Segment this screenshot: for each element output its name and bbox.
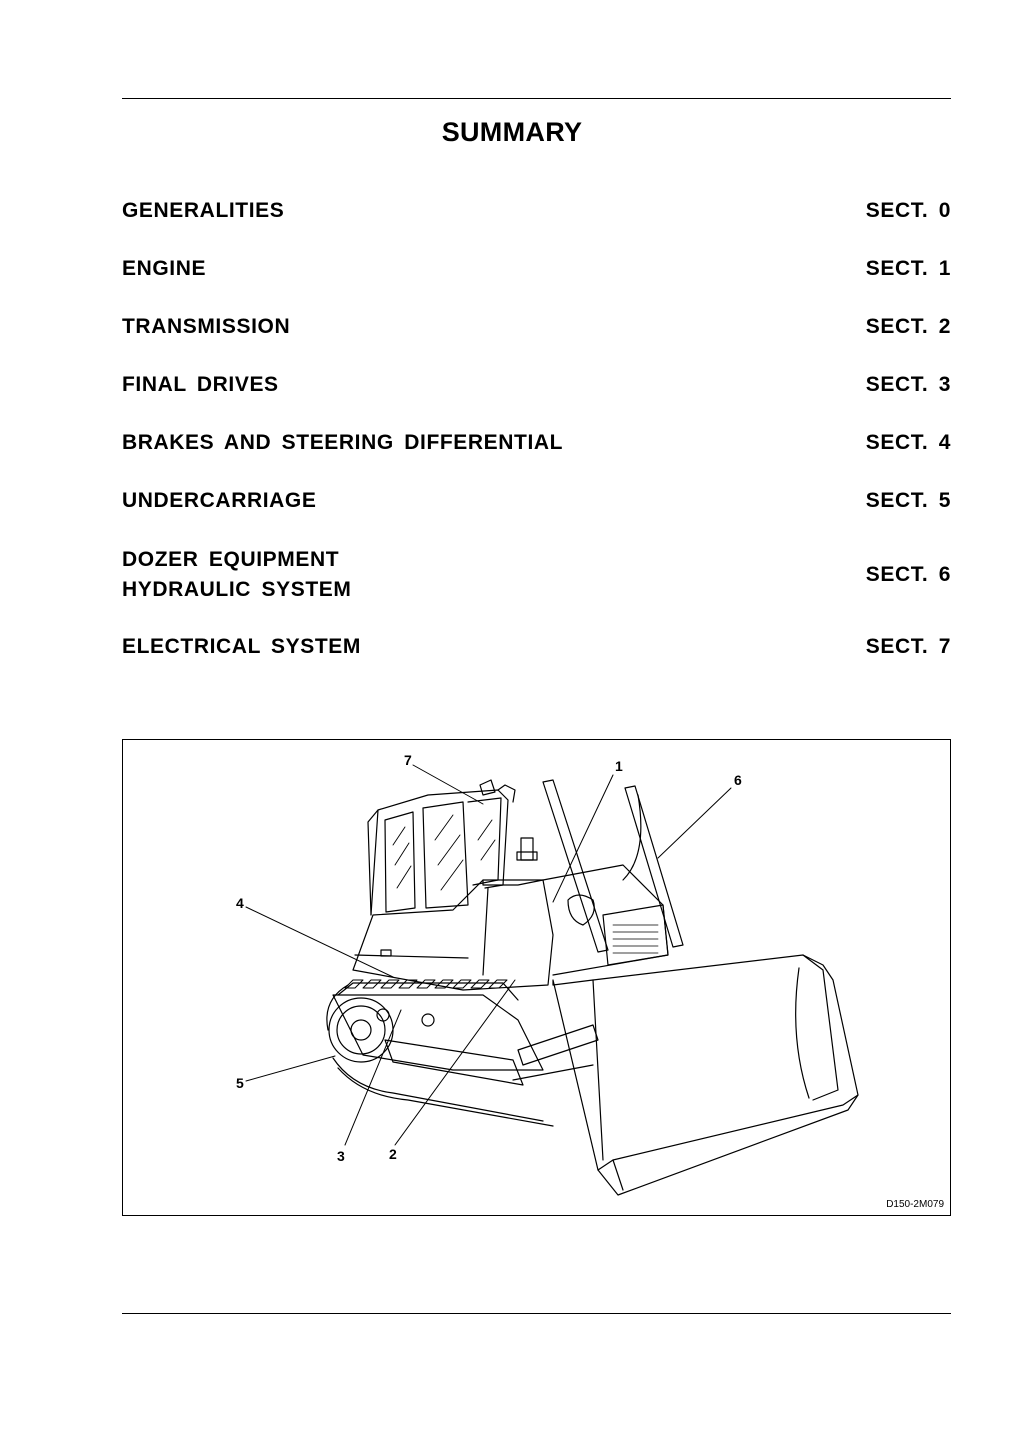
sprocket-hub [351, 1020, 371, 1040]
toc-row-undercarriage[interactable] [122, 486, 951, 516]
callout-1: 1 [615, 758, 623, 774]
toc-label: UNDERCARRIAGE [122, 489, 317, 512]
toc-label: DOZER EQUIPMENT HYDRAULIC SYSTEM [122, 548, 352, 601]
toc-section-number: SECT. 3 [865, 373, 951, 396]
callout-2: 2 [389, 1146, 397, 1162]
toc-row-generalities[interactable] [122, 196, 951, 226]
toc-row-brakes-steering[interactable] [122, 428, 951, 458]
toc-row-electrical-system[interactable] [122, 632, 951, 662]
toc-label: GENERALITIES [122, 199, 285, 222]
blade-cutting-edge [598, 1095, 858, 1195]
toc-label: ENGINE [122, 257, 207, 280]
page-title: SUMMARY [441, 117, 583, 147]
toc-label: ELECTRICAL SYSTEM [122, 635, 361, 658]
grille-holes [613, 925, 658, 953]
bulldozer-figure [122, 739, 951, 1216]
figure-code: D150-2M079 [886, 1199, 944, 1210]
toc-section-number: SECT. 1 [865, 257, 951, 280]
track-shoes [345, 980, 507, 988]
blade-corner [613, 1160, 623, 1190]
toc-row-dozer-equipment[interactable] [122, 545, 951, 605]
body-seam [483, 888, 488, 975]
exhaust-stack [521, 838, 533, 860]
toc-section-number: SECT. 2 [865, 315, 951, 338]
leader-7 [413, 765, 483, 804]
toc-label: TRANSMISSION [122, 315, 291, 338]
toc-section-number: SECT. 4 [865, 431, 951, 454]
callout-5: 5 [236, 1075, 244, 1091]
main-body [353, 880, 553, 990]
glass-hatch [393, 815, 495, 890]
cab-front-window [468, 798, 501, 885]
toc-label: FINAL DRIVES [122, 373, 279, 396]
bulldozer-illustration [123, 740, 952, 1217]
callout-4: 4 [236, 895, 244, 911]
toc-section-number: SECT. 0 [865, 199, 951, 222]
callout-leaders [246, 765, 731, 1145]
lift-cylinder-right [625, 786, 683, 947]
blade-side-edge [593, 980, 603, 1160]
push-arm-lower [513, 1065, 593, 1080]
leader-5 [246, 1056, 335, 1081]
toc-row-transmission[interactable] [122, 312, 951, 342]
toc-section-number: SECT. 7 [865, 635, 951, 658]
leader-6 [658, 788, 731, 858]
leader-3 [345, 1010, 401, 1145]
dozer-blade [553, 955, 858, 1170]
toc-row-final-drives[interactable] [122, 370, 951, 400]
light-fixture [480, 780, 495, 795]
leader-1 [553, 775, 613, 902]
toc-label: BRAKES AND STEERING DIFFERENTIAL [122, 431, 564, 454]
blade-curve [796, 968, 809, 1098]
exhaust-cap [517, 852, 537, 860]
top-rule [122, 98, 951, 99]
callout-3: 3 [337, 1148, 345, 1164]
toc-row-engine[interactable] [122, 254, 951, 284]
body-panel-line [355, 955, 468, 958]
callout-6: 6 [734, 772, 742, 788]
callout-7: 7 [404, 752, 412, 768]
door-handle [381, 950, 391, 956]
leader-2 [395, 980, 515, 1145]
toc-section-number: SECT. 5 [865, 489, 951, 512]
leader-4 [246, 907, 393, 977]
toc-section-number: SECT. 6 [865, 563, 951, 586]
cab-window-left [385, 812, 415, 912]
roller [422, 1014, 434, 1026]
blade-right-edge [803, 955, 838, 1100]
radiator-grille [603, 905, 668, 965]
bottom-rule [122, 1313, 951, 1314]
